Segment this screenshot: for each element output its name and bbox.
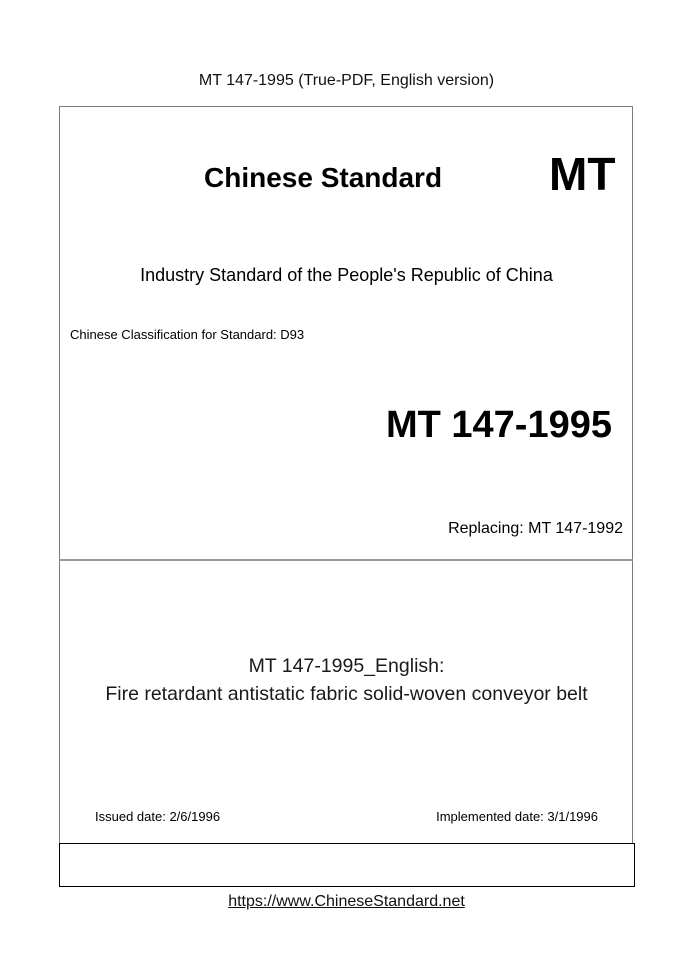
standard-mark: MT [549, 148, 616, 200]
implemented-date: Implemented date: 3/1/1996 [436, 809, 598, 824]
classification-line: Chinese Classification for Standard: D93 [70, 327, 305, 342]
document-title-line-1: MT 147-1995_English: [248, 655, 445, 677]
document-title [0, 652, 693, 708]
standard-type-title: Chinese Standard [204, 162, 443, 193]
panel-divider [59, 559, 633, 561]
issued-date: Issued date: 2/6/1996 [95, 809, 221, 824]
document-title-line-2: Fire retardant antistatic fabric solid-woven conveyor belt [105, 683, 588, 705]
standard-number: MT 147-1995 [385, 404, 612, 446]
industry-standard-line: Industry Standard of the People's Republic of China [140, 265, 553, 285]
replacing-line: Replacing: MT 147-1992 [448, 520, 623, 537]
page-header: MT 147-1995 (True-PDF, English version) [198, 72, 495, 89]
footer-link-container [0, 893, 693, 911]
cover-footer-panel [59, 843, 635, 887]
website-link[interactable]: https://www.ChineseStandard.net [228, 893, 465, 910]
